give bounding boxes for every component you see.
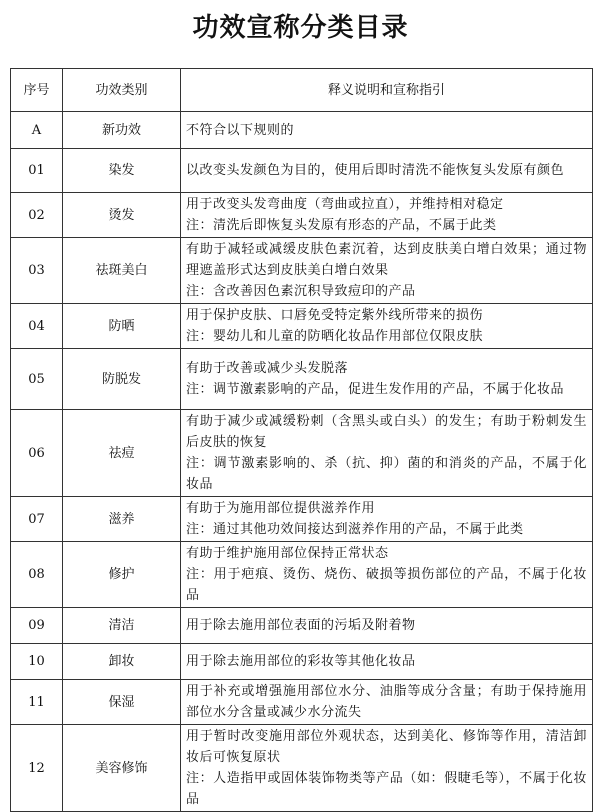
row-category: 清洁 <box>63 608 181 644</box>
description-line: 有助于维护施用部位保持正常状态 <box>186 546 389 561</box>
header-category: 功效类别 <box>63 69 181 112</box>
description-note: 注：清洗后即恢复头发原有形态的产品，不属于此类 <box>186 218 497 233</box>
description-line: 用于保护皮肤、口唇免受特定紫外线所带来的损伤 <box>186 308 484 323</box>
row-category: 新功效 <box>63 112 181 149</box>
row-category: 卸妆 <box>63 644 181 680</box>
row-category: 防脱发 <box>63 349 181 410</box>
row-category: 美容修饰 <box>63 725 181 812</box>
row-category: 修护 <box>63 542 181 608</box>
description-note: 注：调节激素影响的产品，促进生发作用的产品，不属于化妆品 <box>186 382 565 397</box>
description-line: 有助于为施用部位提供滋养作用 <box>186 501 376 516</box>
row-category: 祛痘 <box>63 410 181 497</box>
row-description <box>181 349 593 410</box>
description-line: 有助于减轻或减缓皮肤色素沉着，达到皮肤美白增白效果；通过物理遮盖形式达到皮肤美白增白效果 <box>186 242 587 278</box>
row-code: 09 <box>11 608 63 644</box>
description-note: 注：通过其他功效间接达到滋养作用的产品，不属于此类 <box>186 522 524 537</box>
table-row <box>11 149 593 193</box>
row-code: 11 <box>11 680 63 725</box>
row-description <box>181 238 593 304</box>
table-row <box>11 193 593 238</box>
table-header-row <box>11 69 593 112</box>
table-row <box>11 410 593 497</box>
table-row <box>11 112 593 149</box>
description-note: 注：用于疤痕、烫伤、烧伤、破损等损伤部位的产品，不属于化妆品 <box>186 567 587 603</box>
table-row <box>11 680 593 725</box>
description-line: 用于除去施用部位的彩妆等其他化妆品 <box>186 654 416 669</box>
description-line: 用于暂时改变施用部位外观状态，达到美化、修饰等作用，清洁卸妆后可恢复原状 <box>186 729 587 765</box>
row-code: 08 <box>11 542 63 608</box>
description-note: 注：婴幼儿和儿童的防晒化妆品作用部位仅限皮肤 <box>186 329 484 344</box>
row-code: 02 <box>11 193 63 238</box>
row-category: 祛斑美白 <box>63 238 181 304</box>
description-line: 不符合以下规则的 <box>186 122 295 138</box>
row-code: 04 <box>11 304 63 349</box>
description-line: 用于除去施用部位表面的污垢及附着物 <box>186 618 416 633</box>
table-row <box>11 644 593 680</box>
row-code: 03 <box>11 238 63 304</box>
row-code: A <box>11 112 63 149</box>
description-line: 有助于减少或减缓粉刺（含黑头或白头）的发生；有助于粉刺发生后皮肤的恢复 <box>186 414 587 450</box>
row-description <box>181 644 593 680</box>
row-description <box>181 608 593 644</box>
table-row <box>11 608 593 644</box>
row-code: 07 <box>11 497 63 542</box>
row-code: 06 <box>11 410 63 497</box>
description-line: 以改变头发颜色为目的，使用后即时清洗不能恢复头发原有颜色 <box>186 163 565 178</box>
table-row <box>11 542 593 608</box>
row-category: 烫发 <box>63 193 181 238</box>
row-description <box>181 497 593 542</box>
row-description <box>181 149 593 193</box>
efficacy-category-table <box>10 68 593 812</box>
header-code: 序号 <box>11 69 63 112</box>
page-title: 功效宣称分类目录 <box>192 13 409 43</box>
row-category: 滋养 <box>63 497 181 542</box>
row-code: 05 <box>11 349 63 410</box>
header-description: 释义说明和宣称指引 <box>181 69 593 112</box>
row-code: 10 <box>11 644 63 680</box>
table-row <box>11 304 593 349</box>
row-category: 染发 <box>63 149 181 193</box>
table-row <box>11 497 593 542</box>
row-description <box>181 193 593 238</box>
description-note: 注：人造指甲或固体装饰物类等产品（如：假睫毛等），不属于化妆品 <box>186 771 587 807</box>
table-row <box>11 238 593 304</box>
row-description <box>181 725 593 812</box>
row-description <box>181 112 593 149</box>
description-line: 有助于改善或减少头发脱落 <box>186 361 349 376</box>
row-code: 01 <box>11 149 63 193</box>
row-code: 12 <box>11 725 63 812</box>
description-note: 注：调节激素影响的、杀（抗、抑）菌的和消炎的产品，不属于化妆品 <box>186 456 587 492</box>
row-description <box>181 410 593 497</box>
row-description <box>181 304 593 349</box>
description-note: 注：含改善因色素沉积导致痘印的产品 <box>186 284 416 299</box>
row-category: 防晒 <box>63 304 181 349</box>
row-description <box>181 542 593 608</box>
description-line: 用于补充或增强施用部位水分、油脂等成分含量；有助于保持施用部位水分含量或减少水分流失 <box>186 684 587 720</box>
table-row <box>11 725 593 812</box>
row-description <box>181 680 593 725</box>
row-category: 保湿 <box>63 680 181 725</box>
table-row <box>11 349 593 410</box>
table-body <box>11 112 593 812</box>
description-line: 用于改变头发弯曲度（弯曲或拉直），并维持相对稳定 <box>186 197 504 212</box>
